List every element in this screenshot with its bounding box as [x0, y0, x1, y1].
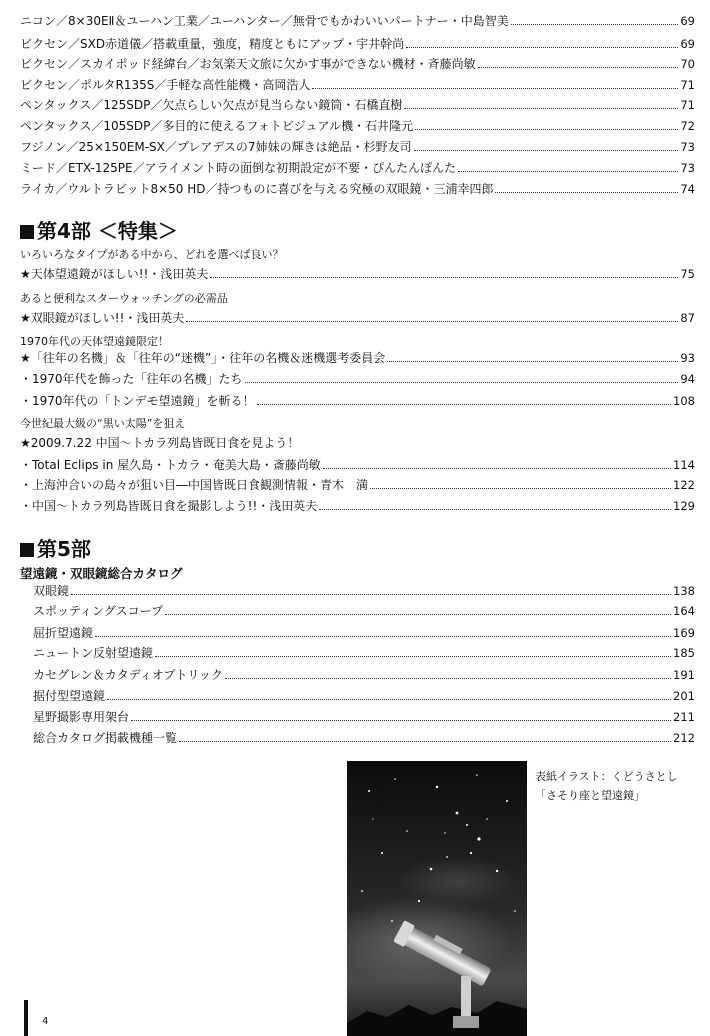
cover-illustration [347, 761, 527, 1036]
toc-entry[interactable] [20, 394, 695, 408]
toc-entry[interactable] [33, 689, 695, 703]
toc-entry[interactable] [20, 311, 695, 325]
lead-text: 今世紀最大級の“黒い太陽”を狙え [20, 417, 186, 430]
entry-title: ビクセン／SXD赤道儀／搭載重量，強度，精度ともにアップ・宇井幹尚 [20, 37, 405, 51]
cover-caption-title: 「さそり座と望遠鏡」 [535, 789, 645, 802]
entry-page: 70 [680, 57, 695, 71]
toc-entry[interactable] [20, 351, 695, 365]
toc-entry[interactable] [33, 731, 695, 745]
toc-entry[interactable] [20, 161, 695, 175]
entry-title: ・1970年代の「トンデモ望遠鏡」を斬る！ [20, 394, 255, 408]
page-marker-bar [24, 1000, 28, 1036]
lead-text: 1970年代の天体望遠鏡限定！ [20, 335, 169, 348]
entry-page: 212 [673, 731, 695, 745]
square-bullet-icon [20, 543, 34, 557]
entry-page: 71 [680, 98, 695, 112]
entry-page: 114 [673, 458, 695, 472]
part5-heading: 第5部 [20, 538, 91, 560]
entry-title: ・中国～トカラ列島皆既日食を撮影しよう!!・浅田英夫 [20, 499, 318, 513]
toc-entry[interactable] [20, 458, 695, 472]
entry-page: 201 [673, 689, 695, 703]
entry-page: 129 [673, 499, 695, 513]
toc-entry[interactable] [33, 710, 695, 724]
toc-entry[interactable] [20, 499, 695, 513]
toc-entry[interactable] [20, 372, 695, 386]
entry-title: ニュートン反射望遠鏡 [33, 646, 154, 660]
lead-text: いろいろなタイプがある中から、どれを選べば良い？ [20, 248, 284, 261]
entry-title: ビクセン／スカイポッド経緯台／お気楽天文旅に欠かす事ができない機材・斉藤尚敏 [20, 57, 476, 71]
toc-entry[interactable] [20, 37, 695, 51]
entry-title: ★天体望遠鏡がほしい!!・浅田英夫 [20, 267, 209, 281]
entry-page: 69 [680, 37, 695, 51]
toc-entry[interactable] [20, 119, 695, 133]
entry-page: 93 [680, 351, 695, 365]
entry-title: 屈折望遠鏡 [33, 626, 94, 640]
lead-text: ★2009.7.22 中国～トカラ列島皆既日食を見よう！ [20, 436, 300, 450]
entry-page: 211 [673, 710, 695, 724]
entry-page: 72 [680, 119, 695, 133]
entry-title: ・1970年代を飾った「往年の名機」たち [20, 372, 243, 386]
entry-page: 75 [680, 267, 695, 281]
entry-page: 73 [680, 161, 695, 175]
toc-entry[interactable] [33, 646, 695, 660]
square-bullet-icon [20, 225, 34, 239]
toc-entry[interactable] [33, 604, 695, 618]
entry-page: 191 [673, 668, 695, 682]
entry-title: ・Total Eclips in 屋久島・トカラ・奄美大島・斎藤尚敏 [20, 458, 321, 472]
entry-title: フジノン／25×150EM-SX／プレアデスの7姉妹の輝きは絶品・杉野友司 [20, 140, 412, 154]
toc-entry[interactable] [20, 14, 695, 28]
toc-entry[interactable] [33, 584, 695, 598]
entry-page: 138 [673, 584, 695, 598]
night-sky-telescope-image [347, 761, 527, 1036]
entry-title: ビクセン／ポルタR135S／手軽な高性能機・高岡浩人 [20, 78, 311, 92]
entry-page: 87 [680, 311, 695, 325]
entry-title: ・上海沖合いの島々が狙い目―中国皆既日食観測情報・青木 満 [20, 478, 369, 492]
toc-entry[interactable] [20, 478, 695, 492]
entry-page: 122 [673, 478, 695, 492]
toc-entry[interactable] [20, 267, 695, 281]
entry-title: ペンタックス／105SDP／多目的に使えるフォトビジュアル機・石井隆元 [20, 119, 414, 133]
entry-title: スポッティングスコープ [33, 604, 164, 618]
lead-text: あると便利なスターウォッチングの必需品 [20, 292, 228, 305]
part4-heading: 第4部 ＜特集＞ [20, 220, 178, 242]
toc-entry[interactable] [33, 668, 695, 682]
entry-title: ニコン／8×30EⅡ＆ユーハン工業／ユーハンター／無骨でもかわいいパートナー・中島智美 [20, 14, 509, 28]
toc-entry[interactable] [20, 57, 695, 71]
entry-title: 星野撮影専用架台 [33, 710, 130, 724]
entry-title: 総合カタログ掲載機種一覧 [33, 731, 178, 745]
toc-entry[interactable] [20, 140, 695, 154]
entry-page: 94 [680, 372, 695, 386]
entry-title: ★双眼鏡がほしい!!・浅田英夫 [20, 311, 185, 325]
entry-page: 164 [673, 604, 695, 618]
page-number: 4 [42, 1016, 49, 1027]
toc-entry[interactable] [20, 98, 695, 112]
entry-title: 双眼鏡 [33, 584, 70, 598]
entry-title: ★「往年の名機」＆「往年の“迷機”」・往年の名機＆迷機選考委員会 [20, 351, 386, 365]
entry-page: 69 [680, 14, 695, 28]
toc-entry[interactable] [20, 78, 695, 92]
part5-subheading: 望遠鏡・双眼鏡総合カタログ [20, 566, 183, 581]
entry-title: カセグレン＆カタディオプトリック [33, 668, 223, 682]
toc-entry[interactable] [33, 626, 695, 640]
entry-page: 73 [680, 140, 695, 154]
entry-page: 71 [680, 78, 695, 92]
toc-entry[interactable] [20, 182, 695, 196]
entry-page: 185 [673, 646, 695, 660]
entry-title: ライカ／ウルトラビット8×50 HD／持つものに喜びを与える究極の双眼鏡・三浦幸四郎 [20, 182, 494, 196]
entry-page: 108 [673, 394, 695, 408]
entry-title: ペンタックス／125SDP／欠点らしい欠点が見当らない鏡筒・石橋直樹 [20, 98, 403, 112]
entry-page: 74 [680, 182, 695, 196]
entry-page: 169 [673, 626, 695, 640]
entry-title: 据付型望遠鏡 [33, 689, 106, 703]
cover-caption-credit: 表紙イラスト：くどうさとし [535, 770, 678, 783]
entry-title: ミード／ETX-125PE／アライメント時の面倒な初期設定が不要・ぴんたんぽんた [20, 161, 457, 175]
